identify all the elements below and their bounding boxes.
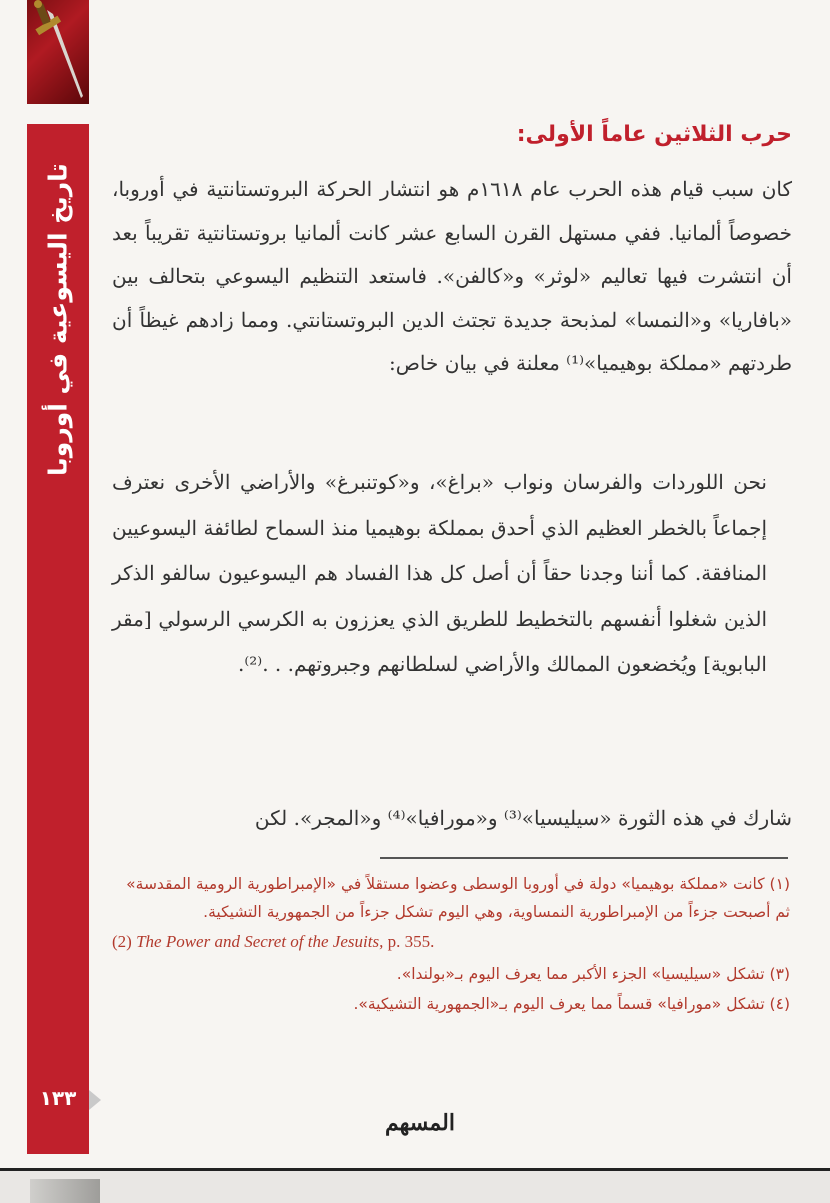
footnote-1: (١) كانت «مملكة بوهيميا» دولة في أوروبا الوسطى وعضوا مستقلاً في «الإمبراطورية الرومية المقدسة» ثم أصبحت جزءاً من الإمبراطورية النمساوية، وهي اليوم تشكل جزءاً من الجمهورية التشيكية. <box>126 875 790 921</box>
main-paragraph: كان سبب قيام هذه الحرب عام ١٦١٨م هو انتشار الحركة البروتستانتية في أوروبا، خصوصاً ألمانيا. ففي مستهل القرن السابع عشر كانت ألمانيا بروتستانتية تقريباً بعد أن انتشرت فيها تعاليم «لوثر» و«كالفن». فاستعد التنظيم اليسوعي بتحالف بين «بافاريا» و«النمسا» لمذبحة جديدة تجتث الدين البروتستانتي. ومما زادهم غيظاً أن طردتهم «مملكة بوهيميا»⁽¹⁾ معلنة في بيان خاص: <box>112 177 792 375</box>
section-heading: حرب الثلاثين عاماً الأولى: <box>516 122 792 147</box>
footnote-4: (٤) تشكل «مورافيا» قسماً مما يعرف اليوم بـ«الجمهورية التشيكية». <box>353 995 790 1013</box>
running-title: تاريخ اليسوعية في أوروبا <box>43 163 73 477</box>
page-marker-arrow-icon <box>89 1090 101 1110</box>
footnote-2-page: p. 355. <box>387 932 435 951</box>
footnotes <box>112 870 790 1020</box>
footnote-2-number: (2) <box>112 932 132 951</box>
footnote-2-title: The Power and Secret of the Jesuits, <box>136 932 384 951</box>
quoted-statement: نحن اللوردات والفرسان ونواب «براغ»، و«كوتنبرغ» والأراضي الأخرى نعترف إجماعاً بالخطر العظيم الذي أحدق بمملكة بوهيميا منذ السماح لطائفة اليسوعيين المنافقة. كما أننا وجدنا حقاً أن أصل كل هذا الفساد هم اليسوعيون سالفو الذكر الذين شغلوا أنفسهم بالتخطيط للطريق الذي يعززون به الكرسي الرسولي [مقر البابوية] ويُخضعون الممالك والأراضي لسلطانهم وجبروتهم. . .⁽²⁾. <box>112 470 767 676</box>
footnote-2 <box>112 928 790 956</box>
closing-paragraph: شارك في هذه الثورة «سيليسيا»⁽³⁾ و«مورافيا»⁽⁴⁾ و«المجر». لكن <box>254 806 792 830</box>
publisher-logo: المسهم <box>385 1110 455 1136</box>
next-page-edge <box>0 1168 830 1203</box>
footnote-3: (٣) تشكل «سيليسيا» الجزء الأكبر مما يعرف اليوم بـ«بولندا». <box>396 965 790 983</box>
page-number: ١٣٣ <box>39 1086 77 1110</box>
dagger-photo <box>27 0 89 104</box>
dagger-icon <box>27 0 89 104</box>
footnote-divider <box>380 857 788 859</box>
next-page-photo-edge <box>30 1179 100 1203</box>
